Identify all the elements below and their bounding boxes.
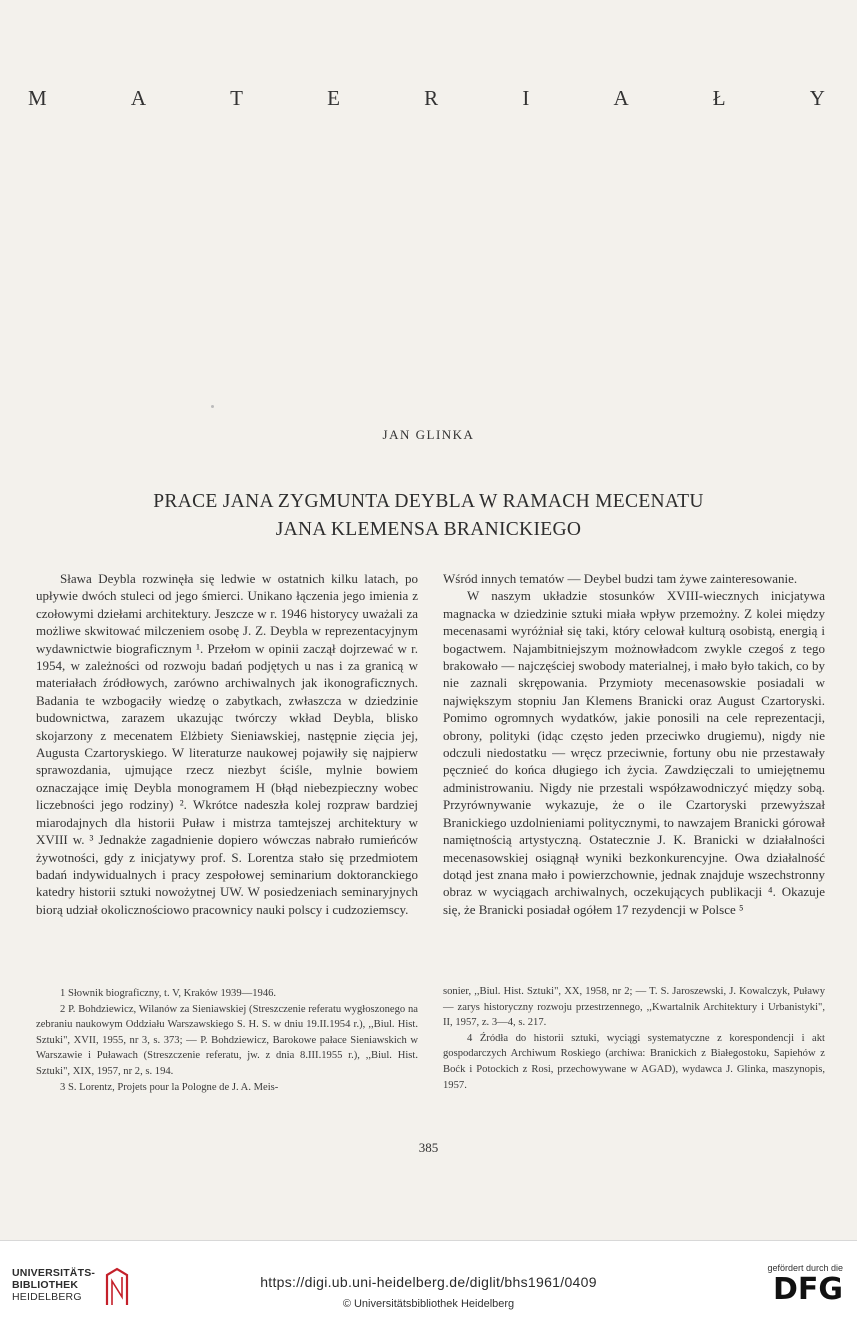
footnote: 4 Źródła do historii sztuki, wyciągi systematyczne z korespondencji i akt gospodarczych Archiwum Roskiego (archiwa: Branickich z Białegostoku, Sapiehów z Boćk i Potockich z Rosi, przechowywane w AGAD), wydawca J. Glinka, maszynopis, 1957. xyxy=(443,1032,825,1091)
section-heading-letter: A xyxy=(613,86,631,110)
footnotes-right xyxy=(443,984,825,1093)
article-author: JAN GLINKA xyxy=(382,427,475,442)
section-heading-letter: E xyxy=(327,86,342,110)
section-heading-letter: A xyxy=(130,86,149,110)
logo-text-line: HEIDELBERG xyxy=(12,1291,82,1303)
section-heading-letter: I xyxy=(522,86,532,110)
section-heading-letter: Ł xyxy=(712,86,728,110)
scan-speck xyxy=(211,405,214,408)
section-heading-letter: M xyxy=(28,86,49,110)
viewer-footer xyxy=(0,1240,857,1321)
footnote: 1 Słownik biograficzny, t. V, Kraków 1939—1946. xyxy=(60,988,277,999)
logo-text-line: UNIVERSITÄTS- xyxy=(12,1267,96,1279)
footnote: 3 S. Lorentz, Projets pour la Pologne de J. A. Meis- xyxy=(60,1081,279,1093)
section-heading-letter: R xyxy=(424,86,441,110)
title-line: JANA KLEMENSA BRANICKIEGO xyxy=(275,519,582,540)
copyright-notice: © Universitätsbibliothek Heidelberg xyxy=(342,1298,515,1310)
dfg-logo: DFG xyxy=(772,1272,843,1307)
body-column-right xyxy=(443,570,825,918)
title-line: PRACE JANA ZYGMUNTA DEYBLA W RAMACH MECENATU xyxy=(153,491,704,512)
paragraph: W naszym układzie stosunków XVIII-wiecznych inicjatywa magnacka w dziedzinie sztuki miała wpływ przemożny. Z kolei między mecenasami wyróżniał się taki, który celował kulturą osobistą, energią i bogactwem. Najambitniejszym możnowładcom zwykle czegoś z tego brakowało — najczęściej swobody materialnej, i mało było takich, co by nie zaznali skrępowania. Przymioty mecenasowskie posiadali w największym stopniu Jan Klemens Branicki oraz August Czartoryski. Pomimo ogromnych wydatków, jakie ponosili na cele reprezentacji, obrony, polityki (idąc często jeden przeciwko drugiemu), nigdy nie odczuli niedostatku — wręcz przeciwnie, fortuny obu nie przestawały pęcznieć do końca długiego ich życia. Zawdzięczali to umiejętnemu administrowaniu. Nigdy nie przestali współzawodniczyć między sobą. Przyrównywanie wykazuje, że o ile Czartoryski przewyższał Branickiego uzdolnieniami politycznymi, to nawzajem Branicki górował namiętnością artystyczną. Ostatecznie J. K. Branicki w działalności mecenasowskiej osiągnął wyniki bezkonkurencyjne. Owa działalność dotąd jest znana mało i powierzchownie, jednak znajduje wszechstronny obraz w wyciągach archiwalnych, oczekujących publikacji ⁴. Okazuje się, że Branicki posiadał ogółem 17 rezydencji w Polsce ⁵ xyxy=(443,588,825,917)
footnote: 2 P. Bohdziewicz, Wilanów za Sieniawskiej (Streszczenie referatu wygłoszonego na zebraniu naukowym Oddziału Warszawskiego S. H. S. w dniu 19.II.1954 r.), ,,Biul. Hist. Sztuki", XVII, 1955, nr 3, s. 373; — P. Bohdziewicz, Barokowe pałace Sieniawskich w Warszawie i Puławach (Streszczenie referatu, jw. z dnia 8.III.1955 r.), ,,Biul. Hist. Sztuki", XIX, 1957, nr 2, s. 194. xyxy=(36,1003,418,1077)
paragraph: Wśród innych tematów — Deybel budzi tam żywe zainteresowanie. xyxy=(443,571,798,586)
footnotes-left xyxy=(36,986,418,1095)
funder-label: gefördert durch die xyxy=(767,1263,843,1273)
footnote: sonier, ,,Biul. Hist. Sztuki", XX, 1958, nr 2; — T. S. Jaroszewski, J. Kowalczyk, Puławy — zarys historyczny rozwoju przestrzennego, ,,Kwartalnik Architektury i Urbanistyki", II, 1957, z. 3—4, s. 217. xyxy=(443,986,825,1029)
article-title xyxy=(60,488,797,544)
body-column-left xyxy=(36,570,418,918)
permalink-url[interactable]: https://digi.ub.uni-heidelberg.de/diglit/bhs1961/0409 xyxy=(260,1274,597,1290)
logo-text-line: BIBLIOTHEK xyxy=(12,1279,79,1291)
paragraph: Sława Deybla rozwinęła się ledwie w ostatnich kilku latach, po upływie dwóch stuleci od jego śmierci. Unikano łączenia jego imienia z czołowymi dziełami architektury. Jeszcze w r. 1946 historycy uważali za możliwe skwitować milczeniem osobę J. Z. Deybla w reprezentacyjnym wydawnictwie biograficznym ¹. Przełom w opinii zaczął dojrzewać w r. 1954, w zależności od rozwoju badań podjętych u nas i za granicą w materiałach źródłowych, zarówno archiwalnych jak ikonograficznych. Badania te wzbogaciły wiedzę o zabytkach, zwłaszcza w dziedzinie budownictwa, zarazem ukazując twórczy wkład Deybla, blisko skojarzony z mecenatem Elżbiety Sieniawskiej, następnie zięcia jej, Augusta Czartoryskiego. W literaturze naukowej pojawiły się najpierw sprawozdania, ujmujące rzecz niezbyt ściśle, mylnie bowiem oznaczające imię Deybla monogramem H (błąd niebezpieczny wobec liczebności jego rodziny) ². Wkrótce nadeszła kolej rozpraw bardziej miarodajnych dla historii Puław i mistrza tamtejszej architektury w XVIII w. ³ Jednakże zagadnienie dopiero wówczas nabrało rumieńców żywotności, gdy z inicjatywy prof. S. Lorentza stało się przedmiotem badań indywidualnych i pracy zespołowej seminarium doktoranckiego katedry historii sztuki nowożytnej UW. W posiedzeniach seminaryjnych biorą udział okolicznościowo pracownicy nauki polscy i cudzoziemscy. xyxy=(36,571,418,917)
section-heading xyxy=(28,86,827,111)
section-heading-letter: Y xyxy=(809,86,827,110)
page-number: 385 xyxy=(418,1140,439,1155)
dfg-funder[interactable] xyxy=(767,1263,843,1305)
section-heading-letter: T xyxy=(230,86,245,110)
